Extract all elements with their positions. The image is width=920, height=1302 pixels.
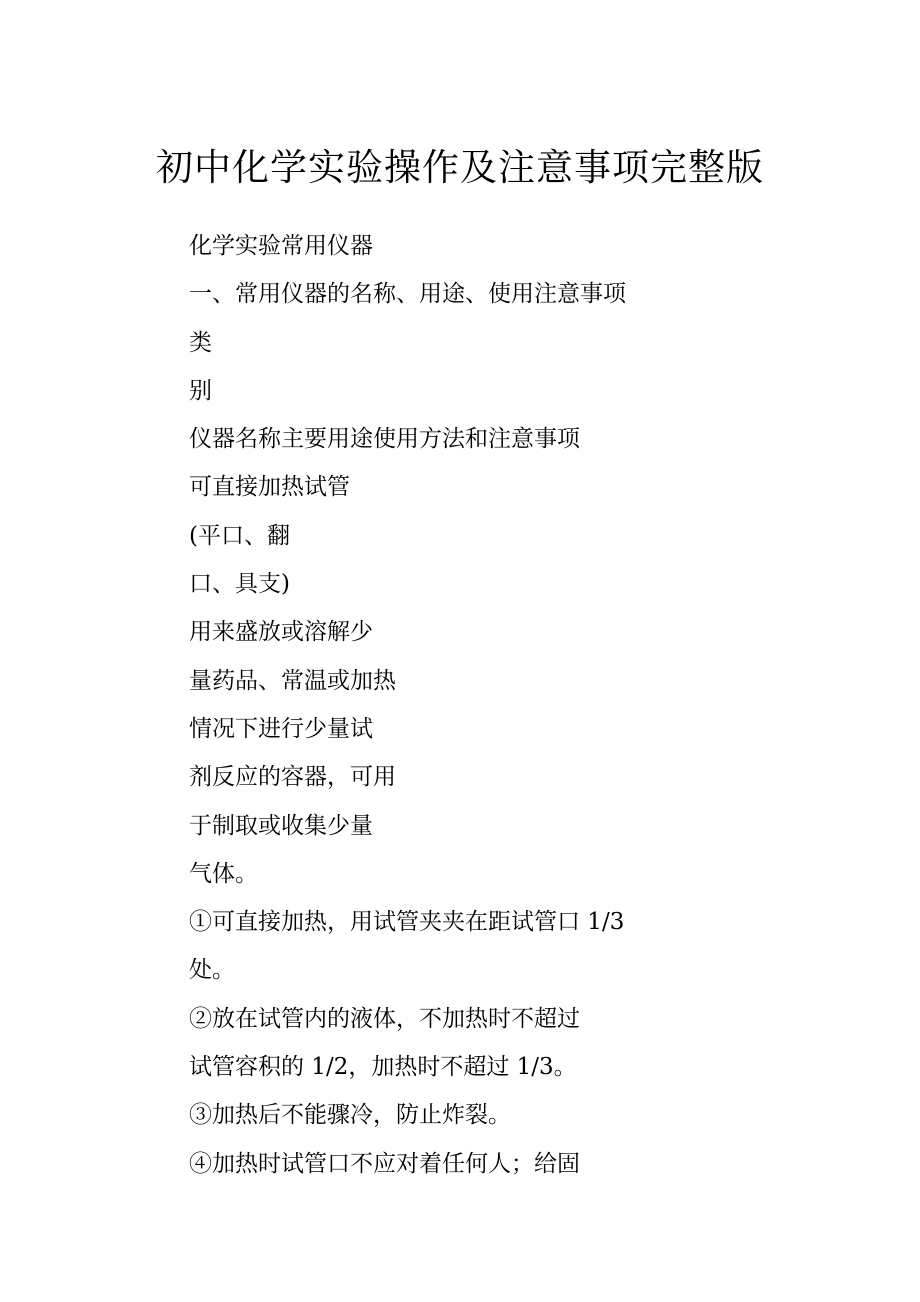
- body-line: 情况下进行少量试: [189, 715, 373, 742]
- body-line: 别: [189, 377, 212, 404]
- body-line: 于制取或收集少量: [189, 812, 373, 839]
- body-line: 一、常用仪器的名称、用途、使用注意事项: [189, 281, 626, 308]
- body-line: (平口、翻: [189, 522, 290, 549]
- body-line: 用来盛放或溶解少: [189, 619, 373, 646]
- body-line: 仪器名称主要用途使用方法和注意事项: [189, 426, 580, 453]
- body-line: ①可直接加热，用试管夹夹在距试管口 1/3: [189, 909, 625, 936]
- document-body: [189, 222, 789, 1188]
- body-line: 剂反应的容器，可用: [189, 764, 396, 791]
- body-line: 量药品、常温或加热: [189, 667, 396, 694]
- document-title: 初中化学实验操作及注意事项完整版: [156, 146, 764, 189]
- body-line: 气体。: [189, 860, 258, 887]
- body-line: 类: [189, 329, 212, 356]
- body-line: 口、具支): [189, 571, 290, 598]
- body-line: ③加热后不能骤冷，防止炸裂。: [189, 1102, 511, 1129]
- body-line: ④加热时试管口不应对着任何人；给固: [189, 1150, 580, 1177]
- body-line: 可直接加热试管: [189, 474, 350, 501]
- body-line: 化学实验常用仪器: [189, 233, 373, 259]
- body-line: 试管容积的 1/2，加热时不超过 1/3。: [189, 1054, 577, 1081]
- body-line: ②放在试管内的液体，不加热时不超过: [189, 1005, 580, 1032]
- body-line: 处。: [189, 957, 235, 984]
